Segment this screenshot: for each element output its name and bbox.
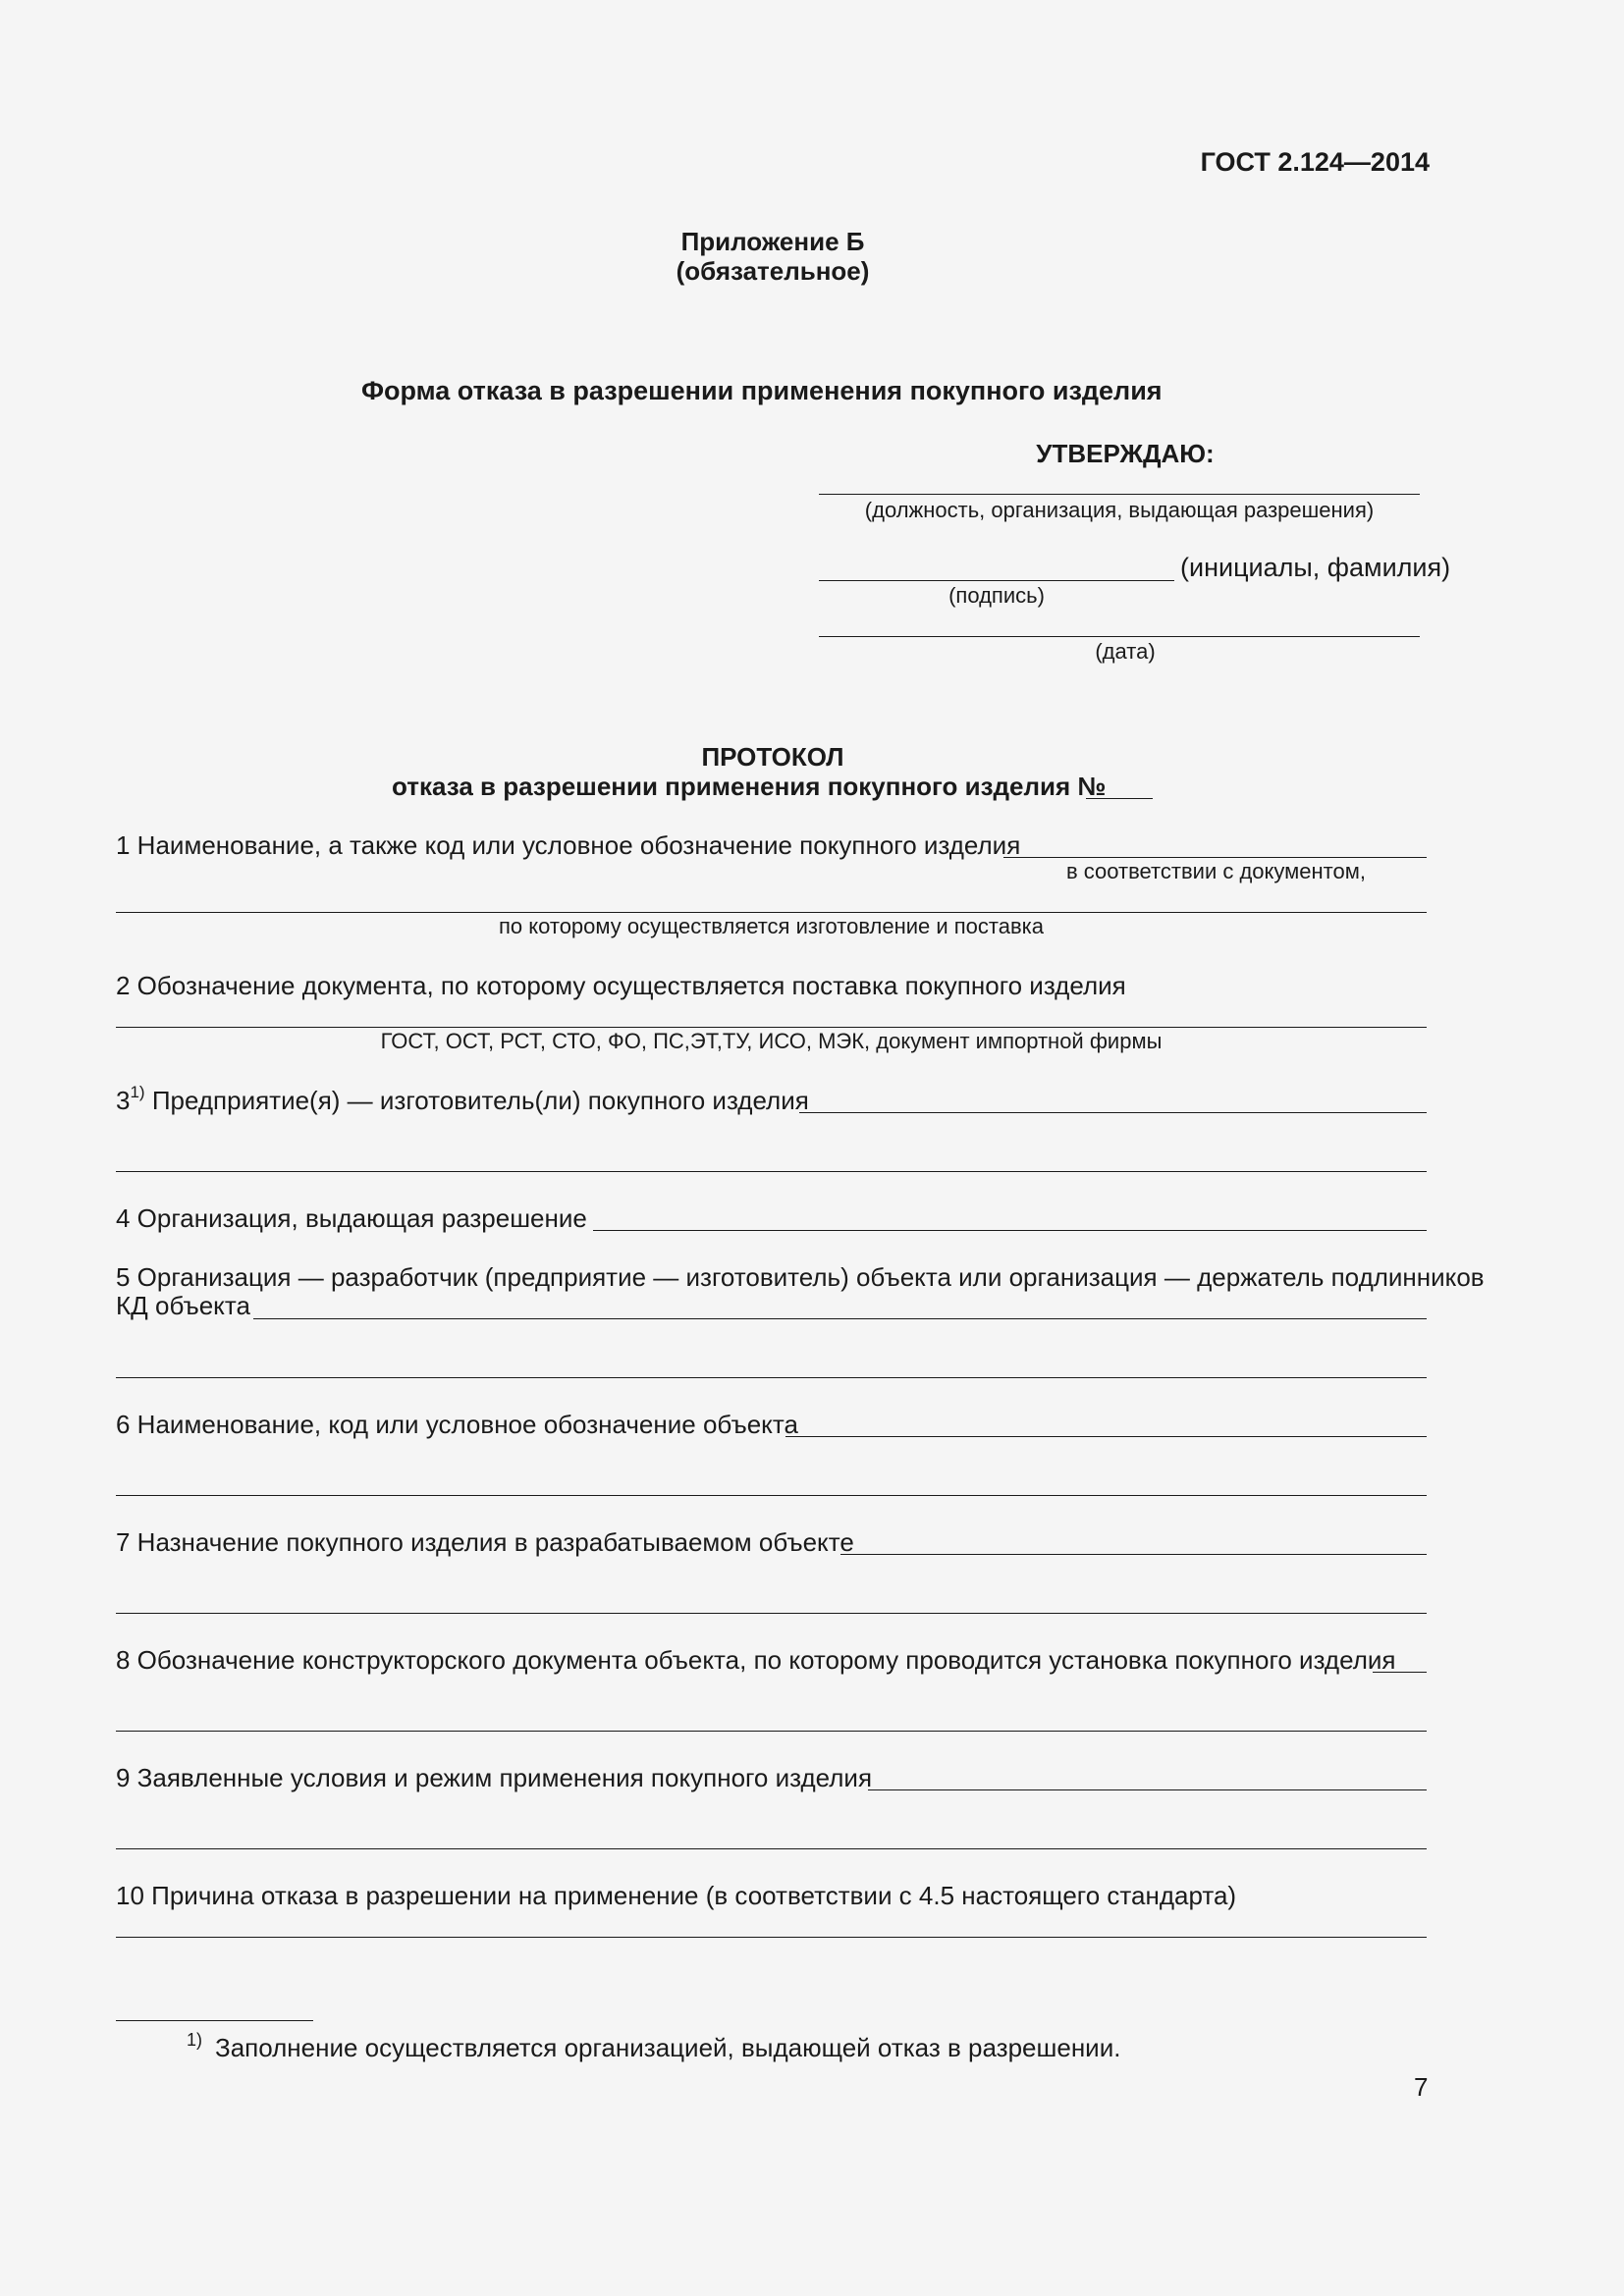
- item-7-text: 7 Назначение покупного изделия в разрабатываемом объекте: [116, 1527, 854, 1557]
- item-8-line-1: [1373, 1672, 1427, 1673]
- signature-line: [819, 580, 1174, 581]
- signature-caption: (подпись): [948, 583, 1045, 608]
- item-1-text: 1 Наименование, а также код или условное обозначение покупного изделия: [116, 830, 1021, 860]
- protocol-number-line: [1086, 798, 1153, 799]
- item-3-line-2: [116, 1171, 1427, 1172]
- protocol-subtitle: отказа в разрешении применения покупного изделия №: [392, 772, 1107, 801]
- form-title: Форма отказа в разрешении применения покупного изделия: [361, 376, 1163, 405]
- footnote-text: Заполнение осуществляется организацией, выдающей отказ в разрешении.: [215, 2033, 1121, 2062]
- item-9-text: 9 Заявленные условия и режим применения покупного изделия: [116, 1763, 873, 1792]
- position-caption: (должность, организация, выдающая разрешения): [864, 498, 1375, 522]
- date-line: [819, 636, 1420, 637]
- item-3-number: 3: [116, 1086, 131, 1115]
- date-caption: (дата): [1095, 639, 1156, 664]
- item-5-line-2: [116, 1377, 1427, 1378]
- item-3-label: Предприятие(я) — изготовитель(ли) покупного изделия: [144, 1086, 809, 1115]
- item-5-text-2: КД объекта: [116, 1291, 250, 1320]
- footnote-separator: [116, 2020, 313, 2021]
- item-6-line-1: [785, 1436, 1427, 1437]
- item-9-line-2: [116, 1848, 1427, 1849]
- item-4-text: 4 Организация, выдающая разрешение: [116, 1203, 587, 1233]
- item-2-line: [116, 1027, 1427, 1028]
- item-5-line-1: [253, 1318, 1427, 1319]
- item-10-text: 10 Причина отказа в разрешении на применение (в соответствии с 4.5 настоящего стандарта): [116, 1881, 1237, 1910]
- item-3-footnote-mark: 1): [130, 1083, 145, 1102]
- item-3-text: [116, 1083, 809, 1115]
- appendix-status: (обязательное): [676, 256, 870, 286]
- item-1-line-2: [116, 912, 1427, 913]
- protocol-title: ПРОТОКОЛ: [701, 742, 844, 772]
- position-line: [819, 494, 1420, 495]
- appendix-title: Приложение Б: [680, 227, 865, 256]
- item-2-caption: ГОСТ, ОСТ, РСТ, СТО, ФО, ПС,ЭТ,ТУ, ИСО, МЭК, документ импортной фирмы: [380, 1029, 1163, 1053]
- item-8-line-2: [116, 1731, 1427, 1732]
- item-10-line: [116, 1937, 1427, 1938]
- item-9-line-1: [868, 1789, 1427, 1790]
- page-number: 7: [1414, 2072, 1429, 2102]
- standard-number: ГОСТ 2.124—2014: [1200, 147, 1430, 177]
- item-6-line-2: [116, 1495, 1427, 1496]
- approval-heading: УТВЕРЖДАЮ:: [1036, 439, 1215, 468]
- item-8-text: 8 Обозначение конструкторского документа объекта, по которому проводится установка покупного изделия: [116, 1645, 1396, 1675]
- item-1-caption-1: в соответствии с документом,: [1066, 859, 1366, 883]
- item-1-line-1: [1003, 857, 1427, 858]
- item-1-caption-2: по которому осуществляется изготовление и поставка: [498, 914, 1045, 938]
- item-2-text: 2 Обозначение документа, по которому осуществляется поставка покупного изделия: [116, 971, 1126, 1000]
- footnote-mark: 1): [187, 2030, 203, 2050]
- item-7-line-2: [116, 1613, 1427, 1614]
- item-3-line-1: [799, 1112, 1427, 1113]
- initials-label: (инициалы, фамилия): [1180, 553, 1451, 582]
- item-7-line-1: [840, 1554, 1427, 1555]
- item-6-text: 6 Наименование, код или условное обозначение объекта: [116, 1410, 798, 1439]
- item-4-line: [593, 1230, 1427, 1231]
- item-5-text: 5 Организация — разработчик (предприятие — изготовитель) объекта или организация — держатель подлинников: [116, 1262, 1485, 1292]
